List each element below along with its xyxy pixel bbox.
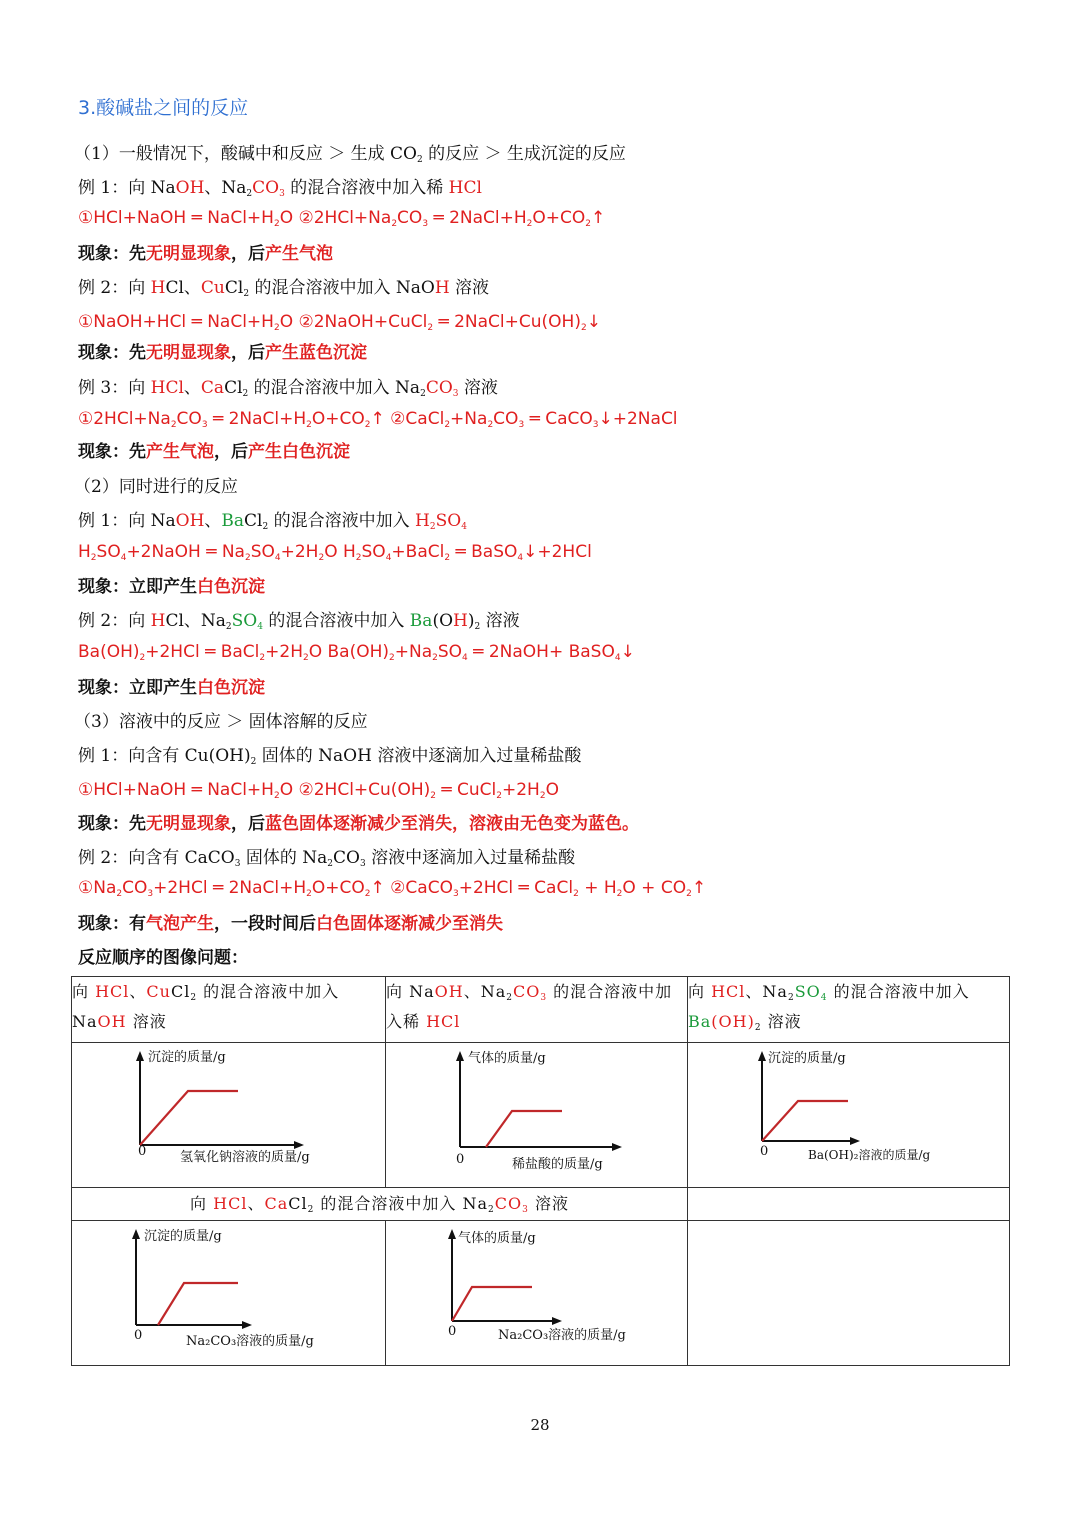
example-3-2: 例 2：向含有 CaCO$_3$ 固体的 $Na_2CO_3$ 溶液中逐滴加入过量稀盐酸 (78, 848, 576, 869)
graph-3-ylabel: 沉淀的质量/g (768, 1051, 846, 1066)
graph-2-origin: 0 (456, 1152, 465, 1167)
table-header-2: 向 NaOH、$Na_2CO_3$ 的混合溶液中加入稀 HCl (386, 977, 688, 1043)
graph-2-ylabel: 气体的质量/g (468, 1051, 546, 1066)
phenomenon-3-2: 现象：有气泡产生，一段时间后白色固体逐渐减少至消失 (78, 914, 503, 934)
phenomenon-1-1: 现象：先无明显现象，后产生气泡 (78, 244, 333, 264)
table-header-row3: 向 HCl、CaCl$_2$ 的混合溶液中加入 $Na_2CO_3$ 溶液 (72, 1188, 688, 1221)
equation-3-1: ①HCl+NaOH ═ $NaCl+H_2O$ $②2HCl+Cu(OH)_2$ ═ $CuCl_2+2H_2O$ (78, 780, 559, 801)
graph-4 (72, 1221, 386, 1361)
equation-1-1: ①HCl+NaOH ═ $NaCl+H_2O$ $②2HCl+Na_2CO_3$ ═ $2NaCl+H_2O+CO_2↑$ (78, 208, 606, 229)
graph-heading: 反应顺序的图像问题： (78, 948, 248, 968)
phenomenon-1-3: 现象：先产生气泡，后产生白色沉淀 (78, 442, 350, 462)
graph-cell-4 (72, 1221, 386, 1366)
equation-1-3: $①2HCl+Na_2CO_3$ ═ $2NaCl+H_2O+CO_2↑$ $②CaCl_2+Na_2CO_3$ ═ CaCO$_3$↓+2NaCl (78, 409, 678, 430)
equation-3-2: $①Na_2CO_3+2HCl$ ═ $2NaCl+H_2O+CO_2↑$ ②CaCO$_3$+2HCl ═ CaCl$_2$ + $H_2O$ + $CO_2↑$ (78, 878, 707, 899)
heading-2: （2）同时进行的反应 (74, 477, 238, 497)
phenomenon-2-1: 现象：立即产生白色沉淀 (78, 577, 265, 597)
example-1-1: 例 1：向 NaOH、$Na_2CO_3$ 的混合溶液中加入稀 HCl (78, 178, 482, 199)
example-3-1: 例 1：向含有 $Cu(OH)_2$ 固体的 NaOH 溶液中逐滴加入过量稀盐酸 (78, 746, 582, 767)
heading-3: （3）溶液中的反应 ＞ 固体溶解的反应 (74, 712, 368, 732)
graph-2-curve (486, 1111, 562, 1147)
graph-1-xlabel: 氢氧化钠溶液的质量/g (180, 1150, 310, 1165)
example-2-1: 例 1：向 NaOH、BaCl$_2$ 的混合溶液中加入 $H_2SO_4$ (78, 511, 467, 532)
graph-1-ylabel: 沉淀的质量/g (148, 1050, 226, 1065)
graph-2-xlabel: 稀盐酸的质量/g (512, 1157, 603, 1172)
graph-1 (72, 1043, 386, 1183)
graph-5-curve (452, 1287, 532, 1321)
example-2-2: 例 2：向 HCl、$Na_2SO_4$ 的混合溶液中加入 $Ba(OH)_2$ 溶液 (78, 611, 520, 632)
graph-5-origin: 0 (448, 1324, 457, 1339)
equation-2-2: $Ba(OH)_2+2HCl$ ═ $BaCl_2+2H_2O$ $Ba(OH)_2+Na_2SO_4$ ═ 2NaOH+ BaSO$_4$↓ (78, 642, 635, 663)
table-empty-cell-2 (688, 1221, 1010, 1366)
table-header-1: 向 HCl、CuCl$_2$ 的混合溶液中加入 NaOH 溶液 (72, 977, 386, 1043)
phenomenon-2-2: 现象：立即产生白色沉淀 (78, 678, 265, 698)
equation-1-2: ①NaOH+HCl ═ $NaCl+H_2O$ ②2NaOH+CuCl$_2$ ═ $2NaCl+Cu(OH)_2↓$ (78, 312, 601, 333)
graph-3-curve (762, 1101, 848, 1141)
graph-cell-3 (688, 1043, 1010, 1188)
graph-5 (386, 1221, 688, 1361)
graph-2 (386, 1043, 688, 1183)
example-1-3: 例 3：向 HCl、CaCl$_2$ 的混合溶液中加入 $Na_2CO_3$ 溶液 (78, 378, 498, 399)
graph-cell-5 (386, 1221, 688, 1366)
graph-4-ylabel: 沉淀的质量/g (144, 1229, 222, 1244)
phenomenon-1-2: 现象：先无明显现象，后产生蓝色沉淀 (78, 343, 367, 363)
page-number: 28 (530, 1416, 550, 1434)
graph-cell-1 (72, 1043, 386, 1188)
heading-1: （1）一般情况下，酸碱中和反应 ＞ 生成 $CO_2$ 的反应 ＞ 生成沉淀的反应 (74, 144, 626, 165)
example-1-2: 例 2：向 HCl、CuCl$_2$ 的混合溶液中加入 NaOH 溶液 (78, 278, 490, 299)
graph-1-curve (140, 1091, 238, 1145)
graph-3-origin: 0 (760, 1144, 769, 1159)
graph-table (71, 976, 1010, 1366)
graph-3-xlabel: Ba(OH)₂溶液的质量/g (808, 1148, 931, 1162)
table-empty-cell-1 (688, 1188, 1010, 1221)
phenomenon-3-1: 现象：先无明显现象，后蓝色固体逐渐减少至消失，溶液由无色变为蓝色。 (78, 814, 639, 834)
graph-4-origin: 0 (134, 1328, 143, 1343)
graph-5-xlabel: Na₂CO₃溶液的质量/g (498, 1328, 626, 1343)
section-title: 3.酸碱盐之间的反应 (78, 97, 249, 119)
table-header-3: 向 HCl、$Na_2SO_4$ 的混合溶液中加入 $Ba(OH)_2$ 溶液 (688, 977, 1010, 1043)
graph-5-ylabel: 气体的质量/g (458, 1231, 536, 1246)
graph-3 (688, 1043, 1010, 1183)
graph-4-curve (158, 1283, 238, 1325)
graph-4-xlabel: Na₂CO₃溶液的质量/g (186, 1334, 314, 1349)
equation-2-1: $H_2SO_4+2NaOH$ ═ $Na_2SO_4+2H_2O$ $H_2SO_4+BaCl_2$ ═ BaSO$_4$↓+2HCl (78, 542, 592, 563)
graph-1-origin: 0 (138, 1144, 147, 1159)
graph-cell-2 (386, 1043, 688, 1188)
